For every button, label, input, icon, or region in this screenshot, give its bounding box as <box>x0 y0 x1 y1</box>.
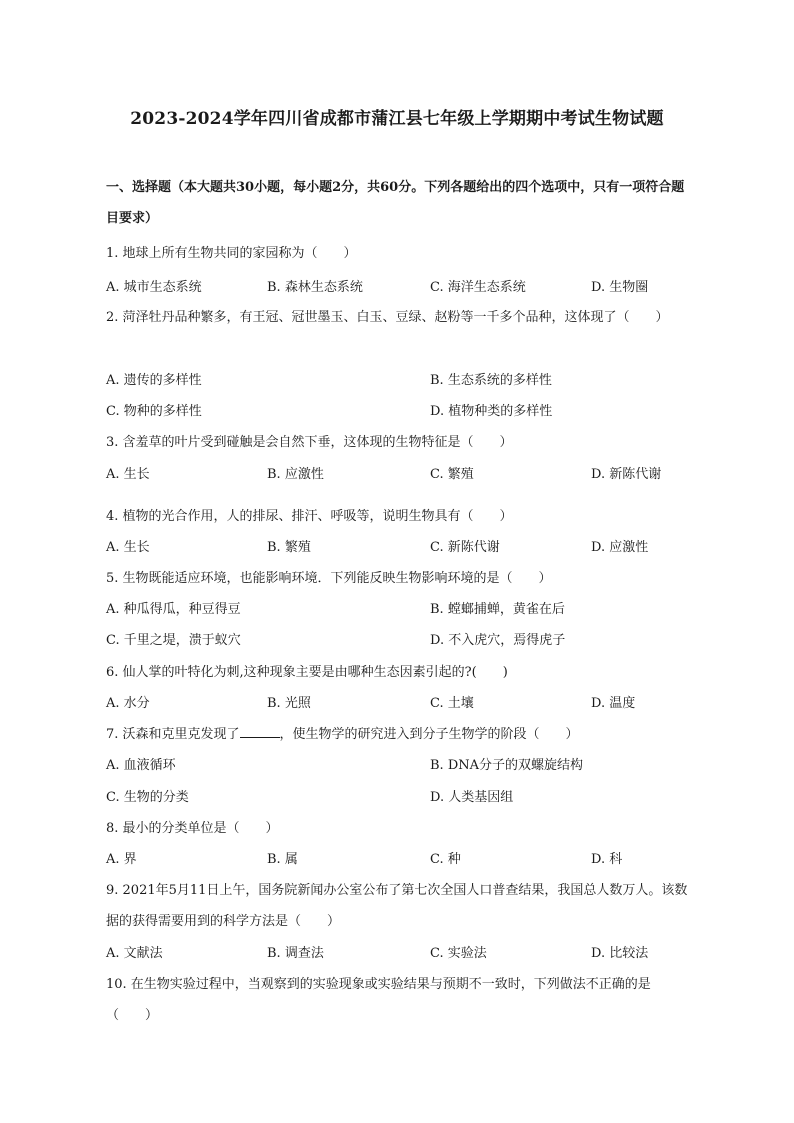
q7-option-c: C. 生物的分类 <box>106 790 189 805</box>
question-4: 4. 植物的光合作用，人的排尿、排汗、呼吸等，说明生物具有（ ） <box>106 509 513 524</box>
q8-option-d: D. 科 <box>591 852 623 867</box>
q3-option-b: B. 应激性 <box>267 467 324 482</box>
question-7-stem-end: ，使生物学的研究进入到分子生物学的阶段（ ） <box>279 727 579 742</box>
q4-option-b: B. 繁殖 <box>267 540 311 555</box>
question-8: 8. 最小的分类单位是（ ） <box>106 821 279 836</box>
page-title: 2023-2024学年四川省成都市蒲江县七年级上学期期中考试生物试题 <box>130 109 664 129</box>
q7-option-b: B. DNA分子的双螺旋结构 <box>430 758 584 773</box>
question-1: 1. 地球上所有生物共同的家园称为（ ） <box>106 246 357 261</box>
question-3: 3. 含羞草的叶片受到碰触是会自然下垂，这体现的生物特征是（ ） <box>106 435 513 450</box>
q1-option-a: A. 城市生态系统 <box>106 280 202 295</box>
q7-option-d: D. 人类基因组 <box>430 790 514 805</box>
q2-option-b: B. 生态系统的多样性 <box>430 373 552 388</box>
question-5: 5. 生物既能适应环境，也能影响环境．下列能反映生物影响环境的是（ ） <box>106 571 552 586</box>
q6-option-c: C. 土壤 <box>430 696 474 711</box>
q4-option-a: A. 生长 <box>106 540 150 555</box>
q2-option-d: D. 植物种类的多样性 <box>430 404 553 419</box>
q3-option-c: C. 繁殖 <box>430 467 474 482</box>
q7-option-a: A. 血液循环 <box>106 758 176 773</box>
q1-option-d: D. 生物圈 <box>591 280 649 295</box>
answer-blank <box>240 725 280 738</box>
question-7-stem-start: 7. 沃森和克里克发现了 <box>106 727 240 742</box>
q9-option-a: A. 文献法 <box>106 946 163 961</box>
q9-option-d: D. 比较法 <box>591 946 649 961</box>
question-2: 2. 菏泽牡丹品种繁多，有王冠、冠世墨玉、白玉、豆绿、赵粉等一千多个品种，这体现了（ ） <box>106 310 669 325</box>
q4-option-c: C. 新陈代谢 <box>430 540 500 555</box>
q6-option-d: D. 温度 <box>591 696 636 711</box>
q1-option-c: C. 海洋生态系统 <box>430 280 526 295</box>
q4-option-d: D. 应激性 <box>591 540 649 555</box>
q8-option-c: C. 种 <box>430 852 461 867</box>
q8-option-b: B. 属 <box>267 852 298 867</box>
question-9: 9. 2021年5月11日上午，国务院新闻办公室公布了第七次全国人口普查结果，我国总人数万人。该数据的获得需要用到的科学方法是（ ） <box>106 883 688 929</box>
q2-option-c: C. 物种的多样性 <box>106 404 202 419</box>
question-10: 10. 在生物实验过程中，当观察到的实验现象或实验结果与预期不一致时，下列做法不正确的是（ ） <box>106 977 651 1023</box>
q6-option-a: A. 水分 <box>106 696 150 711</box>
q5-option-c: C. 千里之堤，溃于蚁穴 <box>106 633 241 648</box>
q3-option-d: D. 新陈代谢 <box>591 467 662 482</box>
q5-option-a: A. 种瓜得瓜，种豆得豆 <box>106 602 241 617</box>
q6-option-b: B. 光照 <box>267 696 311 711</box>
section-heading: 一、选择题（本大题共30小题，每小题2分，共60分。下列各题给出的四个选项中，只有一项符合题目要求） <box>106 180 685 226</box>
q5-option-b: B. 螳螂捕蝉，黄雀在后 <box>430 602 565 617</box>
q1-option-b: B. 森林生态系统 <box>267 280 363 295</box>
question-6: 6. 仙人掌的叶特化为刺,这种现象主要是由哪种生态因素引起的?( ) <box>106 665 508 680</box>
q2-option-a: A. 遗传的多样性 <box>106 373 202 388</box>
q9-option-c: C. 实验法 <box>430 946 487 961</box>
q5-option-d: D. 不入虎穴，焉得虎子 <box>430 633 566 648</box>
q8-option-a: A. 界 <box>106 852 137 867</box>
q9-option-b: B. 调查法 <box>267 946 324 961</box>
question-7 <box>106 719 691 750</box>
q3-option-a: A. 生长 <box>106 467 150 482</box>
